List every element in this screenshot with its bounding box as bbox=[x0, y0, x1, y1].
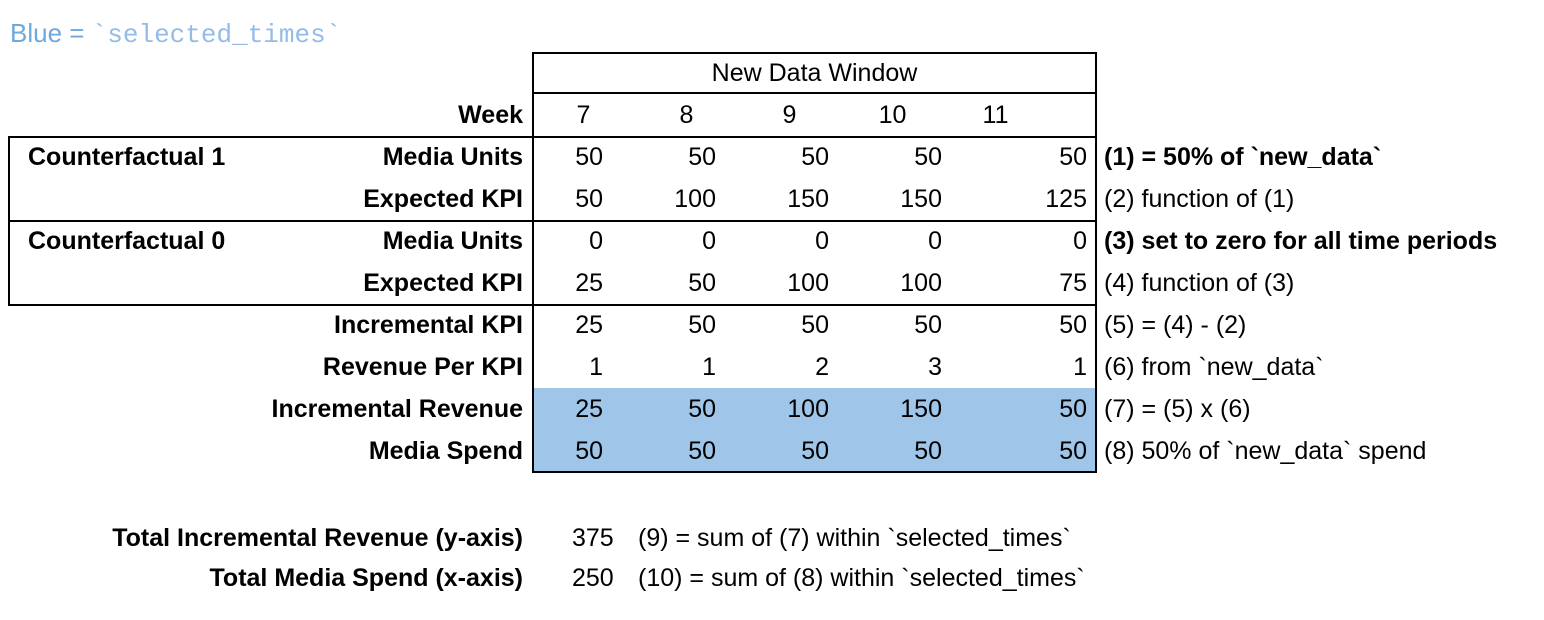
row-annotation: (7) = (5) x (6) bbox=[1104, 395, 1251, 423]
row-cells bbox=[532, 388, 1097, 430]
table-header: New Data Window bbox=[532, 52, 1097, 94]
cell-value: 150 bbox=[900, 185, 942, 213]
group-label-counterfactual-1: Counterfactual 1 bbox=[28, 143, 226, 171]
row-label: Media Spend bbox=[368, 437, 523, 465]
total-annotation: (10) = sum of (8) within `selected_times` bbox=[638, 564, 1085, 592]
cell-value: 0 bbox=[589, 227, 603, 255]
cell-value: 1 bbox=[702, 353, 716, 381]
row-label: Media Units bbox=[382, 143, 523, 171]
total-value: 250 bbox=[572, 564, 614, 592]
row-label: Revenue Per KPI bbox=[322, 353, 523, 381]
counterfactual-box-left-border bbox=[8, 136, 10, 306]
cell-value: 50 bbox=[575, 185, 603, 213]
cell-value: 25 bbox=[575, 269, 603, 297]
cell-value: 50 bbox=[801, 311, 829, 339]
cell-value: 50 bbox=[575, 143, 603, 171]
table-row bbox=[0, 178, 1544, 220]
week-label: Week bbox=[458, 101, 523, 129]
cell-value: 100 bbox=[787, 269, 829, 297]
row-annotation: (5) = (4) - (2) bbox=[1104, 311, 1247, 339]
row-cells bbox=[532, 346, 1097, 388]
cell-value: 0 bbox=[815, 227, 829, 255]
week-cell: 9 bbox=[782, 101, 797, 129]
row-cells bbox=[532, 262, 1097, 304]
cell-value: 100 bbox=[674, 185, 716, 213]
table-row bbox=[0, 136, 1544, 178]
cell-value: 25 bbox=[575, 311, 603, 339]
table-right-border bbox=[1095, 94, 1097, 473]
cell-value: 50 bbox=[688, 395, 716, 423]
table-row bbox=[0, 346, 1544, 388]
cell-value: 50 bbox=[914, 311, 942, 339]
row-annotation: (8) 50% of `new_data` spend bbox=[1104, 437, 1427, 465]
row-cells bbox=[532, 430, 1097, 472]
week-row bbox=[0, 94, 1544, 136]
row-label: Media Units bbox=[382, 227, 523, 255]
legend-code: `selected_times` bbox=[91, 20, 342, 50]
row-label: Expected KPI bbox=[363, 185, 523, 213]
cell-value: 50 bbox=[914, 437, 942, 465]
total-label: Total Incremental Revenue (y-axis) bbox=[112, 524, 523, 552]
row-annotation: (1) = 50% of `new_data` bbox=[1104, 143, 1382, 171]
cell-value: 25 bbox=[575, 395, 603, 423]
cell-value: 0 bbox=[702, 227, 716, 255]
week-cell: 7 bbox=[576, 101, 591, 129]
week-cell: 8 bbox=[679, 101, 694, 129]
cell-value: 100 bbox=[900, 269, 942, 297]
legend-text: Blue = bbox=[10, 18, 92, 48]
cell-value: 3 bbox=[928, 353, 942, 381]
week-cell: 11 bbox=[982, 101, 1009, 129]
legend bbox=[10, 16, 341, 50]
cell-value: 50 bbox=[688, 143, 716, 171]
cell-value: 0 bbox=[1073, 227, 1087, 255]
total-row bbox=[0, 558, 1544, 598]
cell-value: 2 bbox=[815, 353, 829, 381]
table-row bbox=[0, 262, 1544, 304]
row-cells bbox=[532, 220, 1097, 262]
total-value: 375 bbox=[572, 524, 614, 552]
row-label: Expected KPI bbox=[363, 269, 523, 297]
cell-value: 50 bbox=[1059, 395, 1087, 423]
row-annotation: (4) function of (3) bbox=[1104, 269, 1295, 297]
table-bottom-border bbox=[532, 471, 1097, 473]
cell-value: 50 bbox=[914, 143, 942, 171]
row-annotation: (2) function of (1) bbox=[1104, 185, 1295, 213]
week-cells bbox=[532, 94, 1047, 136]
cell-value: 50 bbox=[1059, 437, 1087, 465]
rule-bottom-counterfactual-0 bbox=[8, 304, 1097, 306]
cell-value: 1 bbox=[589, 353, 603, 381]
cell-value: 150 bbox=[787, 185, 829, 213]
row-cells bbox=[532, 178, 1097, 220]
cell-value: 50 bbox=[801, 437, 829, 465]
cell-value: 50 bbox=[1059, 143, 1087, 171]
table-row-highlighted bbox=[0, 388, 1544, 430]
row-cells bbox=[532, 304, 1097, 346]
rule-top-counterfactual-1 bbox=[8, 136, 1097, 138]
row-annotation: (6) from `new_data` bbox=[1104, 353, 1324, 381]
row-annotation: (3) set to zero for all time periods bbox=[1104, 227, 1498, 255]
row-label: Incremental Revenue bbox=[271, 395, 523, 423]
cell-value: 1 bbox=[1073, 353, 1087, 381]
total-label: Total Media Spend (x-axis) bbox=[209, 564, 523, 592]
cell-value: 50 bbox=[575, 437, 603, 465]
cell-value: 125 bbox=[1045, 185, 1087, 213]
cell-value: 150 bbox=[900, 395, 942, 423]
cell-value: 50 bbox=[688, 269, 716, 297]
table-left-border bbox=[532, 94, 534, 473]
total-annotation: (9) = sum of (7) within `selected_times` bbox=[638, 524, 1071, 552]
week-cell: 10 bbox=[878, 101, 907, 129]
rule-top-counterfactual-0 bbox=[8, 220, 1097, 222]
table-row-highlighted bbox=[0, 430, 1544, 472]
table-row bbox=[0, 304, 1544, 346]
cell-value: 0 bbox=[928, 227, 942, 255]
cell-value: 50 bbox=[688, 437, 716, 465]
cell-value: 50 bbox=[1059, 311, 1087, 339]
cell-value: 50 bbox=[801, 143, 829, 171]
cell-value: 100 bbox=[787, 395, 829, 423]
row-label: Incremental KPI bbox=[334, 311, 523, 339]
total-row bbox=[0, 518, 1544, 558]
row-cells bbox=[532, 136, 1097, 178]
cell-value: 50 bbox=[688, 311, 716, 339]
table-row bbox=[0, 220, 1544, 262]
group-label-counterfactual-0: Counterfactual 0 bbox=[28, 227, 226, 255]
cell-value: 75 bbox=[1059, 269, 1087, 297]
